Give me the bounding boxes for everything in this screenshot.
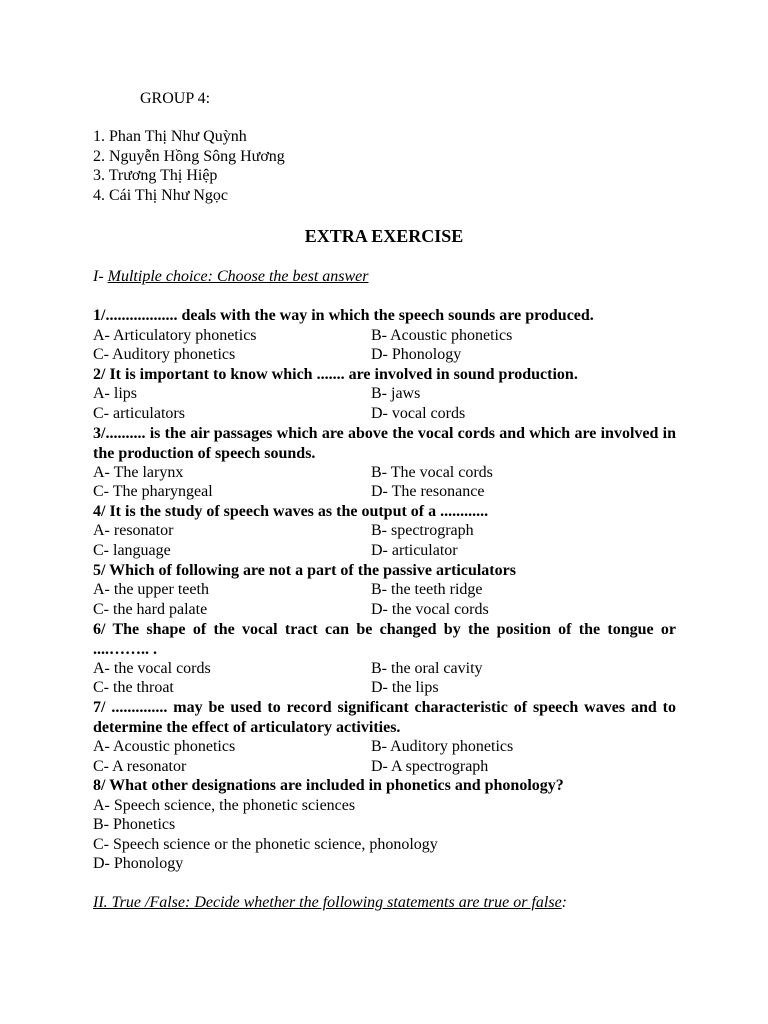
q8-option-a: A- Speech science, the phonetic sciences: [93, 797, 356, 814]
q4-option-d: D- articulator: [371, 542, 458, 559]
section-1-heading-prefix: I-: [93, 268, 108, 285]
q8-option-b: B- Phonetics: [93, 816, 176, 833]
q2-option-d: D- vocal cords: [371, 405, 466, 422]
q2-option-a: A- lips: [93, 385, 137, 402]
q7-option-c: C- A resonator: [93, 758, 187, 775]
q7-option-a: A- Acoustic phonetics: [93, 738, 236, 755]
q5-option-b: B- the teeth ridge: [371, 581, 483, 598]
page-title: EXTRA EXERCISE: [304, 226, 464, 246]
q1-option-d: D- Phonology: [371, 346, 462, 363]
q6-option-a: A- the vocal cords: [93, 660, 211, 677]
group-member-3: 3. Trương Thị Hiệp: [93, 167, 218, 184]
q2-option-b: B- jaws: [371, 385, 421, 402]
q3-option-d: D- The resonance: [371, 483, 485, 500]
q7-option-d: D- A spectrograph: [371, 758, 489, 775]
q5-option-a: A- the upper teeth: [93, 581, 209, 598]
q4-option-b: B- spectrograph: [371, 522, 474, 539]
q3-option-c: C- The pharyngeal: [93, 483, 213, 500]
question-7: 7/ .............. may be used to record significant characteristic of speech waves and to determine the effect of articulatory activities.: [93, 699, 676, 736]
q6-option-b: B- the oral cavity: [371, 660, 483, 677]
question-2: 2/ It is important to know which ....... are involved in sound production.: [93, 366, 578, 383]
q3-option-a: A- The larynx: [93, 464, 184, 481]
q1-option-c: C- Auditory phonetics: [93, 346, 236, 363]
q6-option-c: C- the throat: [93, 679, 174, 696]
section-1-heading-text: Multiple choice: Choose the best answer: [107, 268, 369, 285]
section-2-heading: [93, 893, 567, 912]
question-3: 3/.......... is the air passages which are above the vocal cords and which are involved in the production of speech sounds.: [93, 425, 676, 462]
question-1: 1/.................. deals with the way in which the speech sounds are produced.: [93, 307, 594, 324]
q5-option-c: C- the hard palate: [93, 601, 208, 618]
q6-option-d: D- the lips: [371, 679, 439, 696]
q8-option-d: D- Phonology: [93, 855, 184, 872]
q1-option-b: B- Acoustic phonetics: [371, 327, 513, 344]
q5-option-d: D- the vocal cords: [371, 601, 489, 618]
group-member-2: 2. Nguyễn Hồng Sông Hương: [93, 148, 285, 165]
question-6: 6/ The shape of the vocal tract can be changed by the position of the tongue or ....…….. .: [93, 621, 676, 658]
q2-option-c: C- articulators: [93, 405, 185, 422]
q1-option-a: A- Articulatory phonetics: [93, 327, 257, 344]
q8-option-c: C- Speech science or the phonetic science, phonology: [93, 836, 438, 853]
question-5: 5/ Which of following are not a part of the passive articulators: [93, 562, 516, 579]
section-2-heading-suffix: :: [561, 894, 567, 911]
q4-option-c: C- language: [93, 542, 171, 559]
group-label: GROUP 4:: [140, 90, 211, 107]
question-8: 8/ What other designations are included in phonetics and phonology?: [93, 777, 564, 794]
question-4: 4/ It is the study of speech waves as the output of a ............: [93, 503, 489, 520]
group-member-1: 1. Phan Thị Như Quỳnh: [93, 128, 247, 145]
q7-option-b: B- Auditory phonetics: [371, 738, 514, 755]
q3-option-b: B- The vocal cords: [371, 464, 493, 481]
section-2-heading-text: II. True /False: Decide whether the following statements are true or false: [93, 894, 562, 911]
q4-option-a: A- resonator: [93, 522, 174, 539]
section-1-heading: [93, 267, 369, 286]
group-member-4: 4. Cái Thị Như Ngọc: [93, 187, 229, 204]
